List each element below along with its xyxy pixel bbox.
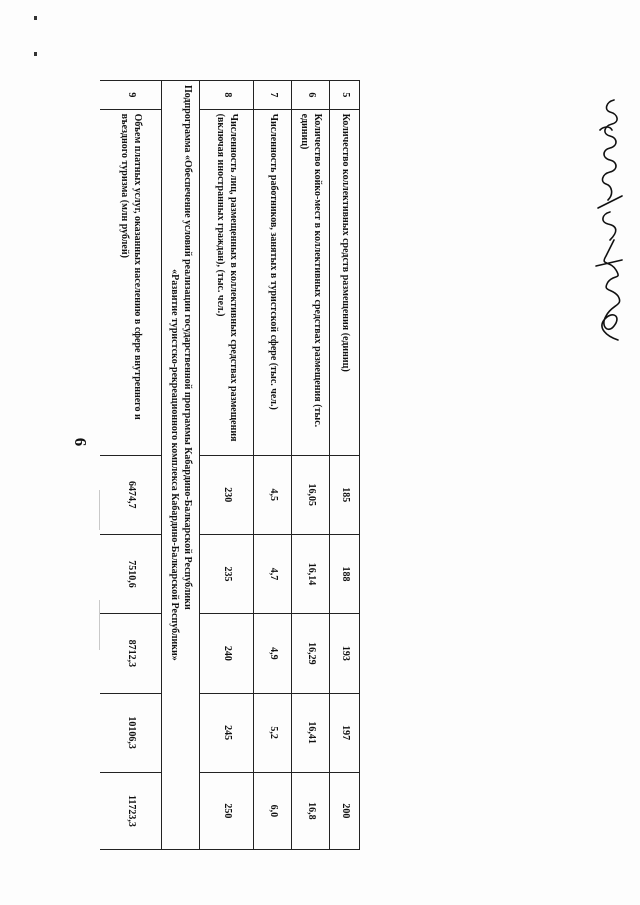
value-cell: 250 — [200, 772, 254, 849]
subprogram-row — [162, 81, 200, 850]
value-cell: 245 — [200, 693, 254, 772]
table-row — [330, 81, 360, 850]
subprogram-line-1: Подпрограмма «Обеспечение условий реализации государственной программы Кабардино-Балкарской Республики — [182, 85, 193, 610]
value-cell: 6474,7 — [100, 455, 162, 534]
value-cell: 16,14 — [292, 534, 330, 613]
indicator-name: Объем платных услуг, оказанных населению в сфере внутреннего и въездного туризма (млн рублей) — [100, 109, 162, 455]
value-cell: 188 — [330, 534, 360, 613]
subprogram-line-2: «Развитие туристско-рекреационного комплекса Кабардино-Балкарской Республики» — [169, 269, 181, 661]
value-cell: 16,05 — [292, 455, 330, 534]
value-cell: 4,7 — [254, 534, 292, 613]
value-cell: 10106,3 — [100, 693, 162, 772]
value-cell: 11723,3 — [100, 772, 162, 849]
value-cell: 8712,3 — [100, 614, 162, 693]
value-cell: 197 — [330, 693, 360, 772]
handwritten-signature — [588, 90, 628, 350]
table-rotated-container — [100, 80, 360, 850]
indicators-table — [100, 80, 360, 850]
row-index: 7 — [254, 81, 292, 110]
row-index: 8 — [200, 81, 254, 110]
value-cell: 4,5 — [254, 455, 292, 534]
table-row — [100, 81, 162, 850]
table-row — [200, 81, 254, 850]
value-cell: 200 — [330, 772, 360, 849]
indicator-name: Численность лиц, размещенных в коллективных средствах размещения (включая иностранных граждан), (тыс. чел.) — [200, 109, 254, 455]
value-cell: 16,29 — [292, 614, 330, 693]
value-cell: 7510,6 — [100, 534, 162, 613]
value-cell: 16,8 — [292, 772, 330, 849]
subprogram-title — [162, 81, 200, 850]
scan-speck — [34, 52, 37, 56]
indicator-name: Количество койко-мест в коллективных средствах размещения (тыс. единиц) — [292, 109, 330, 455]
value-cell: 6,0 — [254, 772, 292, 849]
row-index: 9 — [100, 81, 162, 110]
value-cell: 5,2 — [254, 693, 292, 772]
indicator-name: Количество коллективных средств размещения (единиц) — [330, 109, 360, 455]
table-row — [254, 81, 292, 850]
table-row — [292, 81, 330, 850]
value-cell: 185 — [330, 455, 360, 534]
value-cell: 235 — [200, 534, 254, 613]
page-number: 6 — [71, 437, 90, 447]
value-cell: 240 — [200, 614, 254, 693]
value-cell: 230 — [200, 455, 254, 534]
row-index: 6 — [292, 81, 330, 110]
signature-drawing — [588, 90, 628, 350]
scan-speck — [34, 16, 37, 20]
value-cell: 16,41 — [292, 693, 330, 772]
indicator-name: Численность работников, занятых в туристской сфере (тыс. чел.) — [254, 109, 292, 455]
row-index: 5 — [330, 81, 360, 110]
value-cell: 4,9 — [254, 614, 292, 693]
value-cell: 193 — [330, 614, 360, 693]
